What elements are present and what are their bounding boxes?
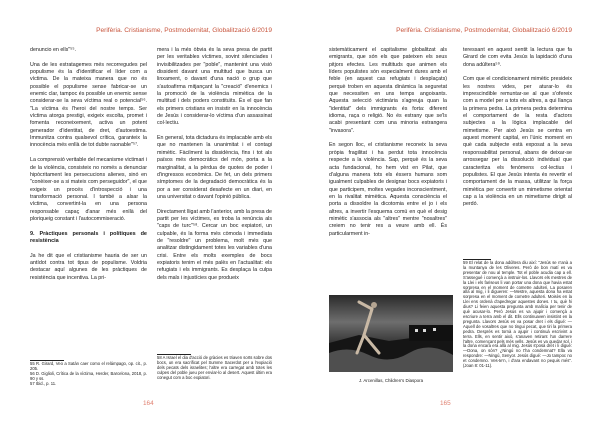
footnotes-left-col1: [30, 362, 147, 387]
right-column-1: [329, 47, 447, 245]
paragraph: denuncio en ells"⁵⁵.: [30, 47, 77, 53]
running-header-right: Perifèria. Cristianisme, Postmodernitat, Globalització 6/2019: [396, 27, 572, 34]
photo-caption: J. Arcenillas, Children's Diaspora: [358, 378, 424, 383]
paragraph: Ja he dit que el cristianisme hauria de ser un antídot contra tot tipus de populisme. Voldria destacar aquí algunes de les pràctiques de resistència que incentiva. La pri-: [30, 252, 147, 281]
section-heading: 9. Pràctiques personals i polítiques de resistència: [30, 230, 147, 244]
left-column-2: [157, 47, 272, 289]
paragraph: teressant en aquest sentit la lectura que fa Girard de com evita Jesús la lapidació d'una dona adúltera⁵⁹.: [463, 47, 572, 68]
paragraph: mera i la més òbvia és la seva presa de partit per les veritables víctimes, sovint silenciades i invisibilitzades per "poble", mantenint una visió dissident davant una multitud que busca un linxament, o davant d'una nació o grup que s'autoafirma mitjançant la "creació" d'enemics i la promoció de la violència mimètica de la multitud i dels poders constituïts. És el que fan els primers cristians en insistir en la innocència de Jesús i considerar-lo víctima d'un assassinat col·lectiu.: [157, 47, 272, 127]
paragraph: sistemàticament el capitalisme globalitzat als emigrants, que són els que pateixen els seus pitjors efectes. Les multituds que animen els líders populistes són especialment dures amb el feble (en aquest cas refugiats i desplaçats) perquè troben en aquesta dinàmica la seguretat que necessiten en uns temps angoixants. Aquesta selecció victimària s'agreuja quan la "identitat" dels immigrants és forta: diferent idioma, raça o religió. No és estrany que se'ls acabi presentant com una minoria estrangera "invasora".: [329, 47, 447, 134]
left-column-1: [30, 47, 147, 289]
paragraph: La comprensió veritable del mecanisme victimari i de la violència, consisteix no només a denunciar hipòcritament les persecucions alienes, sinó en "conèixer-se a si mateix com perseguidor", el que exigeix un procés d'introspecció i una transformació personal. I també a alsar la víctima, convertint-la en una persona responsable capaç d'anar més enllà del ploriqueig constant i l'autocommiseració.: [30, 157, 147, 222]
footnotes-right-col2: [463, 261, 572, 369]
footnote: 59 El relat de la dona adúltera diu així: "Jesús se n'anà a la muntanya de les Oliveres. Però de bon matí es va presentar de nou al temple. Tot el poble acudia cap a ell. S'assegué i començà a instruir-los. Llavors els mestres de la Llei i els fariseus li van portar una dona que havia estat sorpresa en el moment de cometre adulteri. La posaren allà al mig, i li digueren: —Mestre, aquesta dona ha estat sorpresa en el moment de cometre adulteri. Moisès en la Llei ens ordenà d'apedregar aquestes dones. I tu, què hi dius? Li feien aquesta pregunta amb malícia per tenir de què acusar-lo. Però Jesús es va ajupir i començà a escriure a terra amb el dit. Ells continuaven insistint en la pregunta. Llavors Jesús es va posar dret i els digué: —Aquell de vosaltres que no tingui pecat, que tiri la primera pedra. Després es tornà a ajupir i continuà escrivint a terra. Ells, en sentir això, s'anaven retirant l'un darrere l'altre, començant pels més vells. Jesús es va quedar sol, i la dona encara era allà al mig. Jesús s'posà dret i li digué: —Dona, on són? ¿Ningú no t'ha condemnat? Ella va respondre: —Ningú, Senyor. Jesús digué: —Jo tampoc no et condemno. Ves-te'n, i d'ara endavant no pequis més". (Joan 8: 01-11).: [463, 260, 572, 369]
paragraph: Directament lligat amb l'anterior, amb la presa de partit per les víctimes, es troba la renúncia als "caps de turc"⁵⁸. Cercar un boc expiatori, un culpable, és la forma més còmoda i immediata de "resoldre" un problema, molt més que analitzar distingidament totes les variables d'una crisi. Entre els molts exemples de bocs expiatoris tenim el més palès en l'actualitat: els refugiats i els immigrants. Es desplaça la culpa dels mals i injustícies que produeix: [157, 208, 272, 281]
footnotes-left-col2: [157, 356, 272, 381]
footnote: 56 D. Giglioli, Crítica de la víctima, Herder, Barcelona, 2018, p. 90 y ss.: [30, 370, 147, 381]
paragraph: En general, tota dictadura és implacable amb els que no mantenen la unanimitat i el contagi mimètic. Fàcilment la dissidència, fins i tot als països més democràtics del món, porta a la marginalitat, a la pèrdua de quotes de poder i d'ingressos econòmics. De fet, un dels primers símptomes de la degradació democràtica és la por a ser considerat desafecte en un diari, en una universitat o davant l'opinió pública.: [157, 135, 272, 200]
right-column-2: [463, 47, 572, 216]
footnote: 57 Ibid., p. 11.: [30, 380, 57, 386]
page-number-right: 165: [440, 400, 451, 407]
paragraph: En segon lloc, el cristianisme reconeix la seva pròpia fragilitat i ha perdut tota innocència respecte a la violència. Sap, perquè és la seva acta fundacional, ho hem vist en Pilat, que d'alguna manera tots els éssers humans som igualment culpables de designar bocs expiatoris i que participem, moltes vegades inconscientment, en la rivalitat mimètica. Aquesta consciència el porta a dissoldre la dicotomia entre el jo i els altres, a invertir l'esquema comú en què el desig mimètic s'associa als "altres" mentre "nosaltres" creiem no tenir res a veure amb ell. És particularment in-: [329, 142, 447, 237]
page-number-left: 164: [143, 400, 154, 407]
photo-children-diaspora: [329, 295, 453, 372]
footnote: 58 A Israel el dia d'acció de gràcies es triaven sorts sobre dos bocs, un era sacrificat pel Summe Sacerdot per a l'expiació dels pecats dels israelites; l'altre era carregat amb totes les culpes del poble jueu per enviar-lo al desert. Aquest últim era conegut com a boc expiatori.: [157, 355, 272, 380]
paragraph: Com que el condicionament mimètic presideix les nostres vides, per aturar-lo és imprescindible remuntar-se al que s'ofereix com a model per a tots els altres, a qui llança la primera pedra. La primera pedra determina el comportament de la resta d'actors subjectes a la lògica implacable del mimetisme. Per això Jesús se centra en aquest moment capital, en l'únic moment en què cada subjecte està exposat a la seva responsabilitat personal, abans de deixar-se arrossegar per la dissolució individual que caracteritza els fenòmens col·lectius i populistes. El que Jesús intenta és revertir el comportament de la massa, utilitzar la força mimètica per convertir un mimetisme orientat cap a la violència en un mimetisme dirigit al perdó.: [463, 76, 572, 208]
photo-figure-illustration: [329, 295, 453, 372]
paragraph: Una de les estratagemes més recorregudes pel populisme és la d'identificar el líder com a víctima. De la mateixa manera que no és possible el populisme sense fabricar-se un enemic clar, tampoc és possible un enemic sense considerar-se la seva víctima real o potencial⁵⁶. "La víctima és l'heroi del nostre temps. Ser víctima atorga prestigi, exigeix escolta, promet i fomenta reconeixement, activa un potent generador d'identitat, de dret, d'autoestima. Immunitza contra qualsevol crítica, garanteix la innocència més enllà de tot dubte raonable"⁵⁷.: [30, 61, 147, 149]
footnote: 55 R. Girard, Veo a Satán caer como el relámpago, op. cit., p. 205.: [30, 361, 147, 371]
running-header-left: Perifèria. Cristianisme, Postmodernitat, Globalització 6/2019: [96, 27, 272, 34]
